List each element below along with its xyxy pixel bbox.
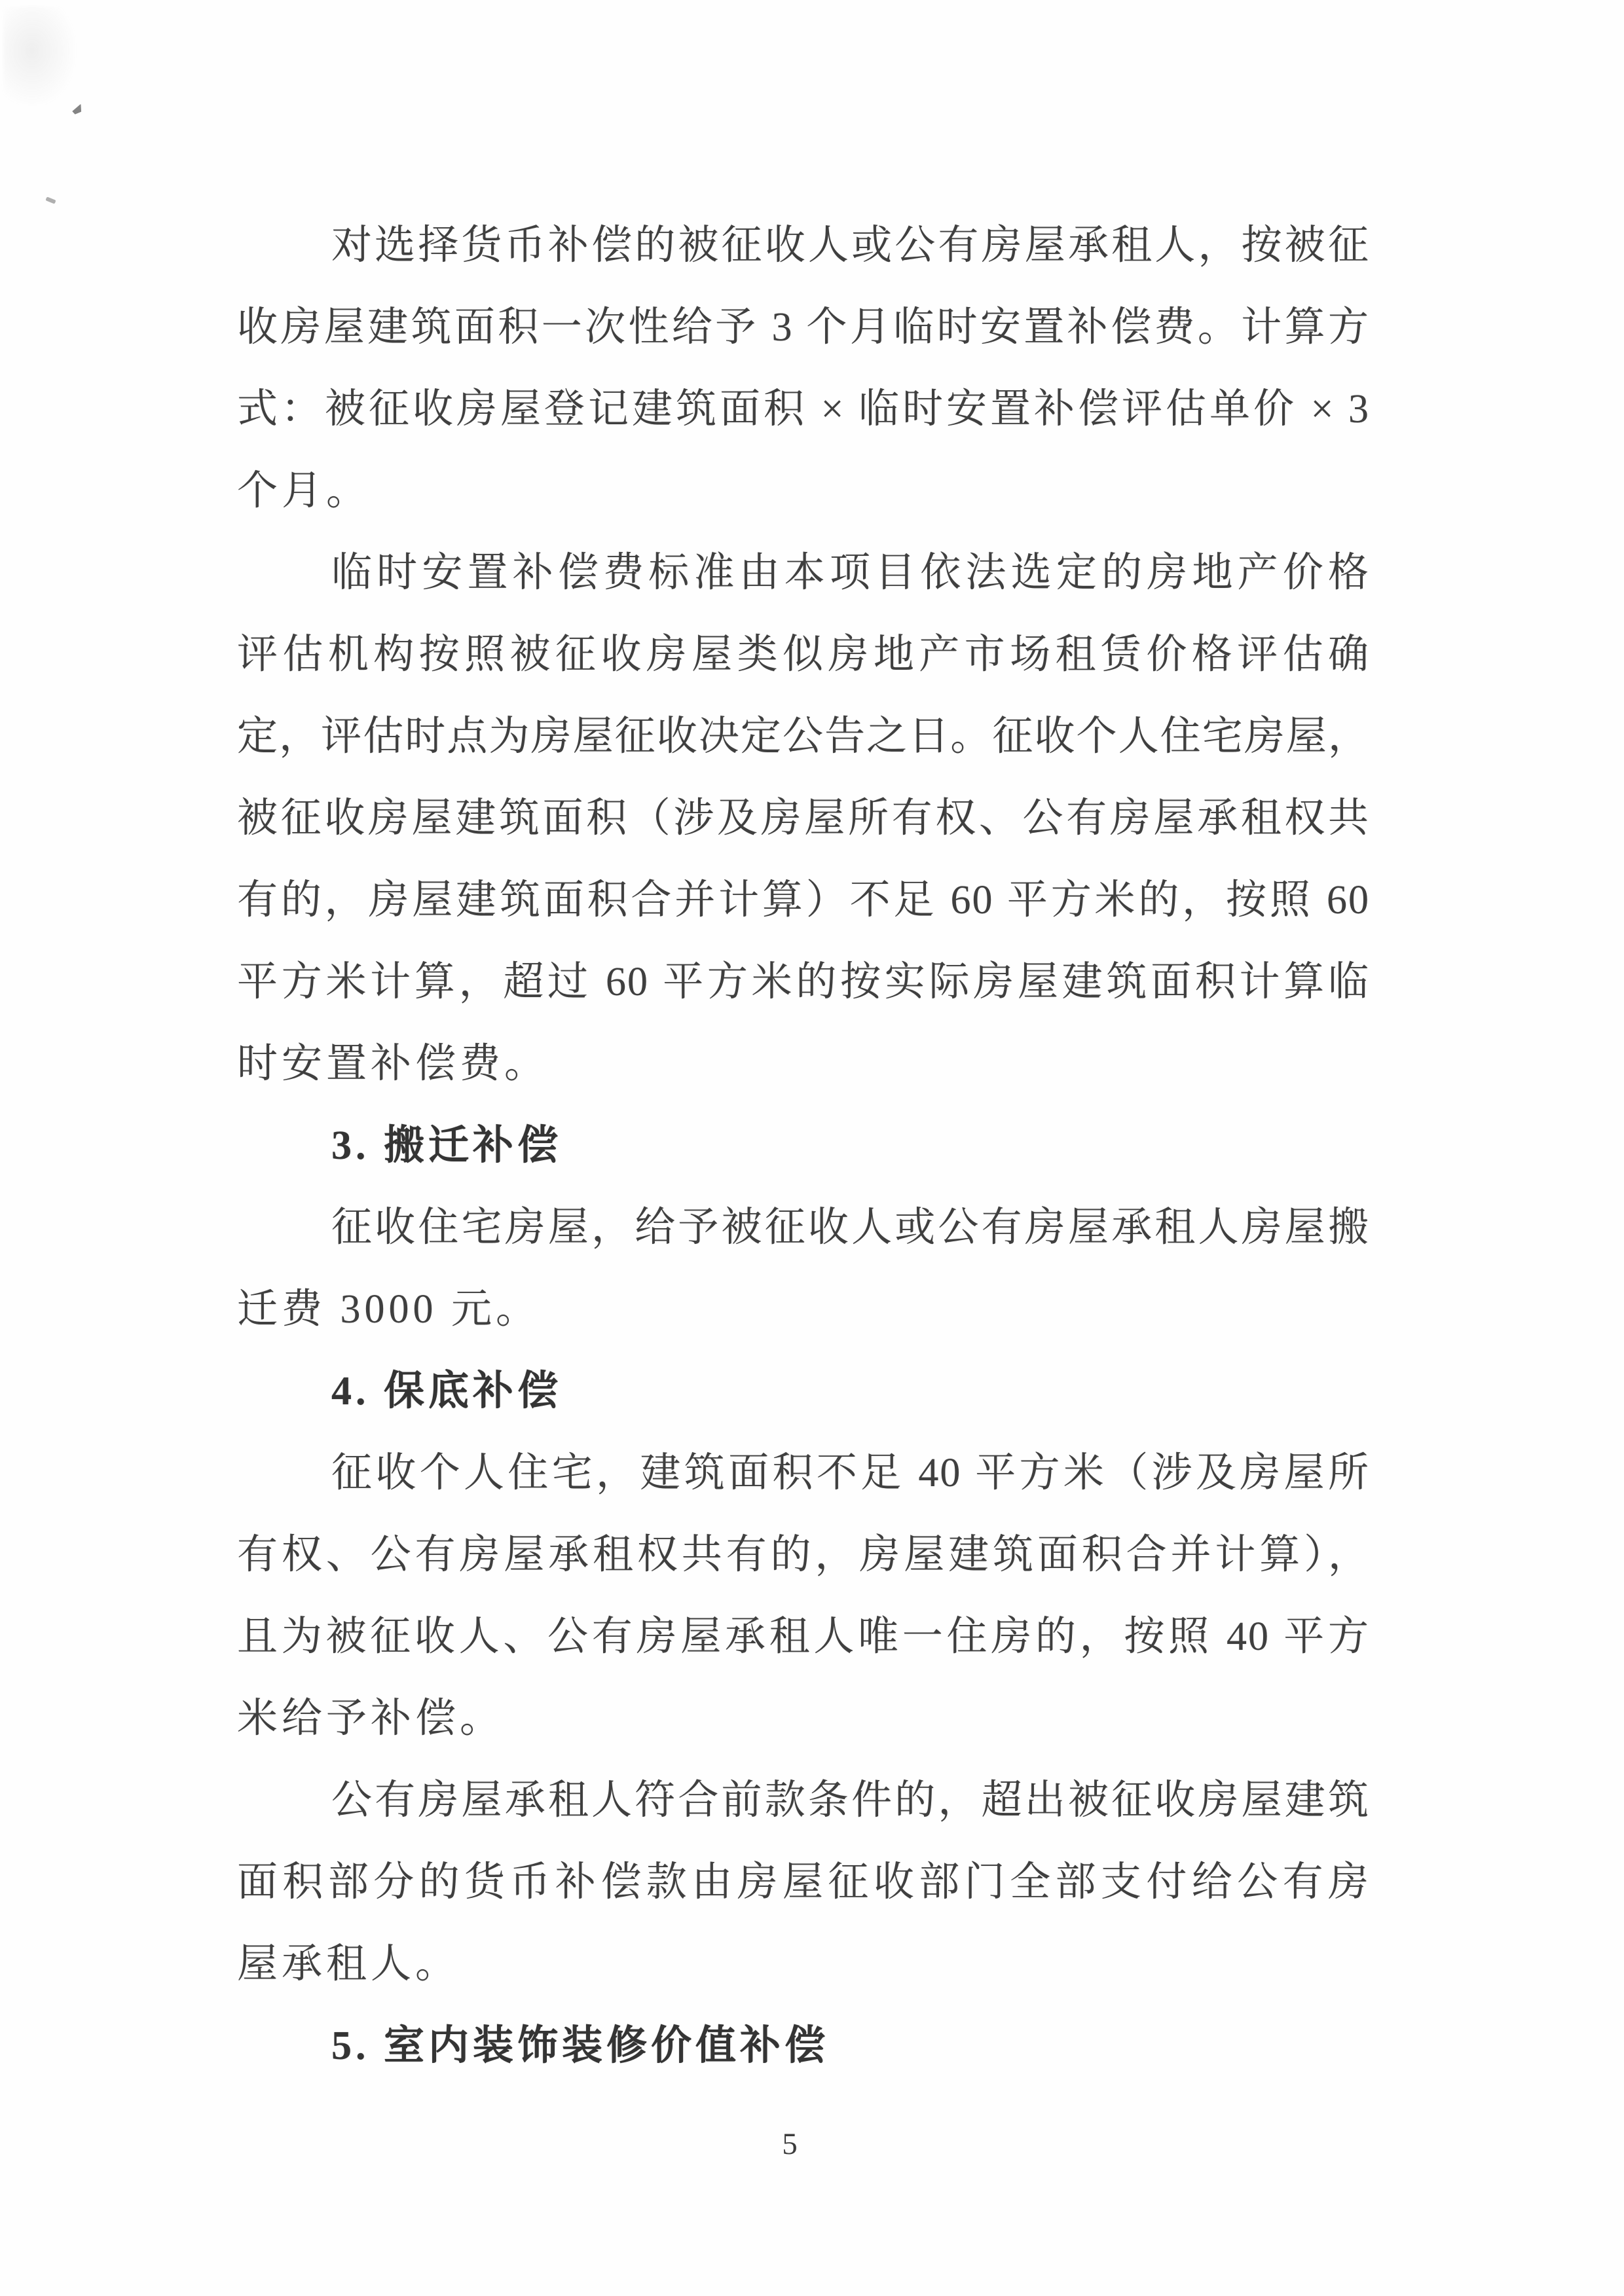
text-line: 且为被征收人、公有房屋承租人唯一住房的，按照 40 平方 xyxy=(237,1614,1370,1659)
text-line: 对选择货币补偿的被征收人或公有房屋承租人，按被征 xyxy=(331,223,1370,268)
text-line: 临时安置补偿费标准由本项目依法选定的房地产价格 xyxy=(331,551,1370,595)
text-line: 屋承租人。 xyxy=(237,1942,460,1986)
heading-line: 4. 保底补偿 xyxy=(331,1369,563,1413)
text-line: 被征收房屋建筑面积（涉及房屋所有权、公有房屋承租权共 xyxy=(237,796,1370,841)
text-line: 个月。 xyxy=(237,469,371,513)
text-line: 有权、公有房屋承租权共有的，房屋建筑面积合并计算）， xyxy=(237,1533,1370,1577)
text-line: 米给予补偿。 xyxy=(237,1696,505,1741)
text-line: 征收住宅房屋，给予被征收人或公有房屋承租人房屋搬 xyxy=(331,1205,1370,1250)
heading-line: 5. 室内装饰装修价值补偿 xyxy=(331,2024,830,2068)
text-line: 评估机构按照被征收房屋类似房地产市场租赁价格评估确 xyxy=(237,632,1370,677)
text-block xyxy=(237,205,1370,2087)
text-line: 面积部分的货币补偿款由房屋征收部门全部支付给公有房 xyxy=(237,1860,1370,1904)
text-line: 迁费 3000 元。 xyxy=(237,1287,541,1332)
heading-line: 3. 搬迁补偿 xyxy=(331,1123,563,1168)
text-line: 平方米计算，超过 60 平方米的按实际房屋建筑面积计算临 xyxy=(237,960,1370,1004)
scan-smudge xyxy=(3,7,75,105)
text-line: 式：被征收房屋登记建筑面积 × 临时安置补偿评估单价 × 3 xyxy=(237,387,1370,431)
scan-artifact xyxy=(45,196,56,204)
page-number: 5 xyxy=(782,2127,798,2161)
text-line: 收房屋建筑面积一次性给予 3 个月临时安置补偿费。计算方 xyxy=(237,305,1370,350)
scan-artifact xyxy=(71,104,84,116)
text-line: 征收个人住宅，建筑面积不足 40 平方米（涉及房屋所 xyxy=(331,1451,1370,1495)
text-line: 时安置补偿费。 xyxy=(237,1042,549,1086)
text-line: 公有房屋承租人符合前款条件的，超出被征收房屋建筑 xyxy=(331,1778,1370,1823)
text-line: 有的，房屋建筑面积合并计算）不足 60 平方米的，按照 60 xyxy=(237,878,1370,922)
text-line: 定，评估时点为房屋征收决定公告之日。征收个人住宅房屋， xyxy=(237,714,1370,759)
